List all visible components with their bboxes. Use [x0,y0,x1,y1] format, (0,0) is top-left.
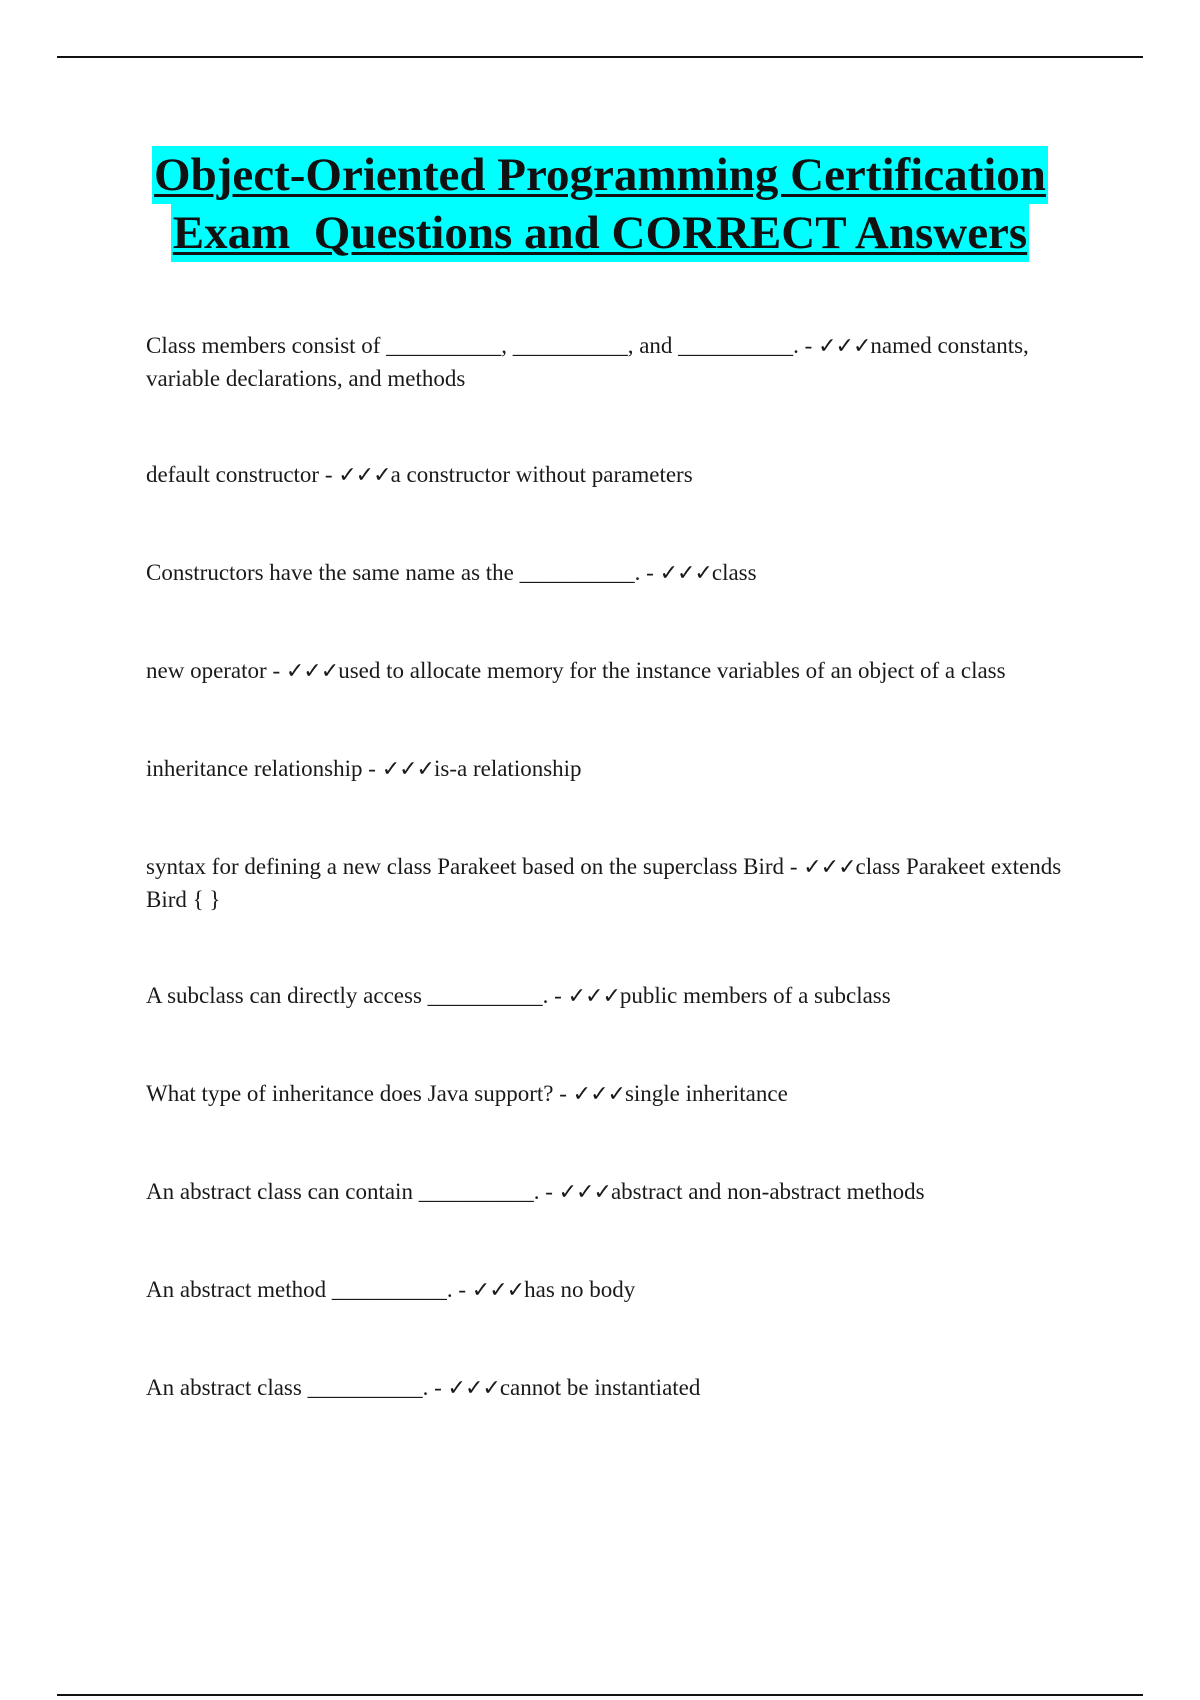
checkmark-icon: ✓✓✓ [338,463,391,488]
qa-item [146,1274,1086,1307]
answer-text: class Parakeet extends Bird { } [146,854,1062,912]
separator: - [640,560,660,585]
qa-item [146,1078,1086,1111]
question-text: Class members consist of __________, __________, and __________. [146,333,799,358]
checkmark-icon: ✓✓✓ [381,757,434,782]
checkmark-icon: ✓✓✓ [659,561,712,586]
checkmark-icon: ✓✓✓ [567,984,620,1009]
question-text: An abstract class can contain __________. [146,1179,540,1204]
separator: - [548,983,568,1008]
question-text: default constructor [146,462,320,487]
question-text: An abstract class __________. [146,1375,429,1400]
question-text: syntax for defining a new class Parakeet based on the superclass Bird [146,854,785,879]
checkmark-icon: ✓✓✓ [471,1278,525,1303]
answer-text: is-a relationship [434,756,582,781]
separator: - [319,462,339,487]
qa-item [146,980,1086,1013]
question-text: What type of inheritance does Java support? [146,1081,554,1106]
top-rule [57,56,1143,58]
bottom-rule [57,1694,1143,1696]
separator: - [539,1179,559,1204]
document-title [0,146,1200,262]
separator: - [553,1081,573,1106]
qa-item [146,655,1086,688]
checkmark-icon: ✓✓✓ [818,334,871,359]
answer-text: a constructor without parameters [390,462,693,487]
answer-text: public members of a subclass [619,983,891,1008]
qa-item [146,851,1086,916]
separator: - [784,854,804,879]
answer-text: class [711,560,757,585]
separator: - [798,333,819,358]
question-text: A subclass can directly access __________. [146,983,549,1008]
separator: - [428,1375,448,1400]
qa-item [146,557,1086,590]
question-text: An abstract method __________. [146,1277,453,1302]
qa-list [146,330,1086,1405]
qa-item [146,459,1086,492]
answer-text: cannot be instantiated [499,1375,701,1400]
qa-item [146,1372,1086,1405]
answer-text: has no body [524,1277,636,1302]
separator: - [452,1277,472,1302]
checkmark-icon: ✓✓✓ [285,659,339,684]
qa-item [146,753,1086,786]
checkmark-icon: ✓✓✓ [803,855,856,880]
checkmark-icon: ✓✓✓ [572,1082,625,1107]
checkmark-icon: ✓✓✓ [558,1180,611,1205]
answer-text: used to allocate memory for the instance variables of an object of a class [338,658,1006,683]
title-line-1: Object-Oriented Programming Certification [152,146,1048,204]
answer-text: abstract and non-abstract methods [610,1179,925,1204]
qa-item [146,1176,1086,1209]
question-text: inheritance relationship [146,756,363,781]
question-text: new operator [146,658,267,683]
answer-text: single inheritance [624,1081,788,1106]
answer-text: named constants, variable declarations, and methods [146,333,1029,391]
question-text: Constructors have the same name as the __________. [146,560,641,585]
qa-item [146,330,1086,395]
checkmark-icon: ✓✓✓ [447,1376,500,1401]
separator: - [362,756,382,781]
title-line-2: Exam Questions and CORRECT Answers [171,204,1029,262]
separator: - [266,658,286,683]
